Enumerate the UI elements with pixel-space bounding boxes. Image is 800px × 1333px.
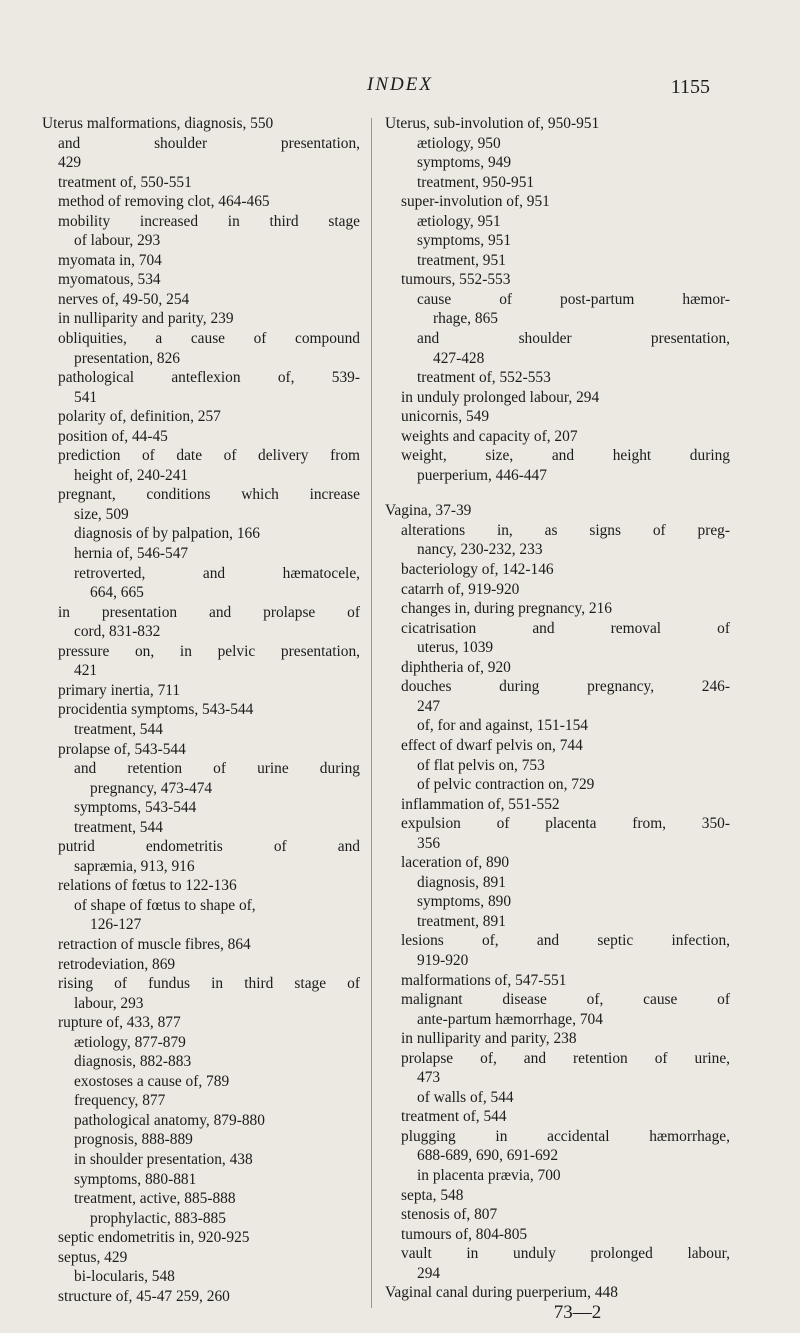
index-entry: pathological anteflexion of, 539- xyxy=(58,369,360,387)
index-entry: 429 xyxy=(58,154,82,172)
index-entry: of, for and against, 151-154 xyxy=(417,717,588,735)
index-entry: of labour, 293 xyxy=(74,232,161,250)
index-entry: treatment of, 552-553 xyxy=(417,369,551,387)
index-entry: position of, 44-45 xyxy=(58,427,168,445)
index-entry: and shoulder presentation, xyxy=(58,134,360,152)
index-entry: prolapse of, 543-544 xyxy=(58,740,186,758)
index-entry: malignant disease of, cause of xyxy=(401,991,730,1009)
index-entry: unicornis, 549 xyxy=(401,408,490,426)
index-entry: myomata in, 704 xyxy=(58,251,162,269)
index-entry: cicatrisation and removal of xyxy=(401,619,730,637)
index-entry: diphtheria of, 920 xyxy=(401,658,511,676)
page-header xyxy=(0,72,800,102)
index-entry: obliquities, a cause of compound xyxy=(58,330,360,348)
index-entry: relations of fœtus to 122-136 xyxy=(58,877,237,895)
index-entry: in nulliparity and parity, 238 xyxy=(401,1030,577,1048)
index-entry: retraction of muscle fibres, 864 xyxy=(58,935,251,953)
index-column-right xyxy=(385,114,730,1322)
index-entry: diagnosis, 891 xyxy=(417,873,506,891)
index-entry: cause of post-partum hæmor- xyxy=(417,290,730,308)
index-entry: mobility increased in third stage xyxy=(58,212,360,230)
index-entry: symptoms, 890 xyxy=(417,893,512,911)
index-heading: Uterus malformations, diagnosis, 550 xyxy=(42,115,274,132)
index-entry: diagnosis of by palpation, 166 xyxy=(74,525,260,543)
index-entry: prolapse of, and retention of urine, xyxy=(401,1049,730,1067)
index-entry: treatment, 544 xyxy=(74,720,163,738)
index-entry: treatment of, 550-551 xyxy=(58,173,192,191)
index-entry: rupture of, 433, 877 xyxy=(58,1014,181,1032)
index-heading: Uterus, sub-involution of, 950-951 xyxy=(385,115,600,132)
index-entry: symptoms, 880-881 xyxy=(74,1170,197,1188)
index-entry: effect of dwarf pelvis on, 744 xyxy=(401,736,583,754)
index-entry: putrid endometritis of and xyxy=(58,838,360,856)
index-entry: diagnosis, 882-883 xyxy=(74,1053,192,1071)
index-entry: puerperium, 446-447 xyxy=(417,466,547,484)
index-column-left xyxy=(42,114,360,1306)
index-entry: in placenta prævia, 700 xyxy=(417,1166,561,1184)
index-entry: rising of fundus in third stage of xyxy=(58,975,360,993)
index-entry: malformations of, 547-551 xyxy=(401,971,567,989)
index-entry: 294 xyxy=(417,1264,441,1282)
index-entry: method of removing clot, 464-465 xyxy=(58,193,270,211)
index-entry: 427-428 xyxy=(433,349,485,367)
index-entry: pregnant, conditions which increase xyxy=(58,486,360,504)
index-entry: polarity of, definition, 257 xyxy=(58,408,221,426)
index-entry: rhage, 865 xyxy=(433,310,498,328)
index-entry: in shoulder presentation, 438 xyxy=(74,1150,253,1168)
index-entry: and shoulder presentation, xyxy=(417,330,730,348)
index-entry: ætiology, 951 xyxy=(417,212,501,230)
index-entry: weights and capacity of, 207 xyxy=(401,427,578,445)
index-entry: 473 xyxy=(417,1069,441,1087)
index-entry: douches during pregnancy, 246- xyxy=(401,678,730,696)
index-entry: septa, 548 xyxy=(401,1186,464,1204)
index-entry: changes in, during pregnancy, 216 xyxy=(401,600,612,618)
index-entry: nerves of, 49-50, 254 xyxy=(58,290,190,308)
index-heading: Vaginal canal during puerperium, 448 xyxy=(385,1284,618,1302)
index-entry: plugging in accidental hæmorrhage, xyxy=(401,1127,730,1145)
index-entry: stenosis of, 807 xyxy=(401,1206,498,1224)
index-entry: 421 xyxy=(74,662,98,680)
index-entry: inflammation of, 551-552 xyxy=(401,795,560,813)
index-entry: 356 xyxy=(417,834,441,852)
index-entry: ætiology, 877-879 xyxy=(74,1033,186,1051)
index-entry: in unduly prolonged labour, 294 xyxy=(401,388,600,406)
index-entry: of walls of, 544 xyxy=(417,1088,514,1106)
index-entry: exostoses a cause of, 789 xyxy=(74,1072,230,1090)
index-entry: in nulliparity and parity, 239 xyxy=(58,310,234,328)
index-entry: ante-partum hæmorrhage, 704 xyxy=(417,1010,603,1028)
index-entry: treatment, 544 xyxy=(74,818,163,836)
index-entry: laceration of, 890 xyxy=(401,854,510,872)
index-entry: treatment, 951 xyxy=(417,251,506,269)
index-entry: 541 xyxy=(74,388,98,406)
index-entry: in presentation and prolapse of xyxy=(58,603,360,621)
index-entry: lesions of, and septic infection, xyxy=(401,932,730,950)
index-entry: height of, 240-241 xyxy=(74,466,189,484)
index-entry: pregnancy, 473-474 xyxy=(90,779,213,797)
index-entry: size, 509 xyxy=(74,505,129,523)
section-gap xyxy=(385,485,730,501)
index-entry: catarrh of, 919-920 xyxy=(401,580,520,598)
column-divider xyxy=(371,118,372,1308)
index-entry: tumours of, 804-805 xyxy=(401,1225,528,1243)
signature-mark: 73—2 xyxy=(553,1301,602,1323)
index-entry: 247 xyxy=(417,697,441,715)
running-title: INDEX xyxy=(367,74,433,95)
index-entry: nancy, 230-232, 233 xyxy=(417,541,543,559)
index-entry: symptoms, 543-544 xyxy=(74,799,197,817)
index-entry: septic endometritis in, 920-925 xyxy=(58,1229,250,1247)
index-entry: vault in unduly prolonged labour, xyxy=(401,1245,730,1263)
index-entry: retroverted, and hæmatocele, xyxy=(74,564,360,582)
index-entry: expulsion of placenta from, 350- xyxy=(401,815,730,833)
index-entry: ætiology, 950 xyxy=(417,134,501,152)
index-entry: presentation, 826 xyxy=(74,349,180,367)
index-entry: primary inertia, 711 xyxy=(58,681,181,699)
index-entry: bacteriology of, 142-146 xyxy=(401,561,554,579)
index-entry: myomatous, 534 xyxy=(58,271,161,289)
index-entry: symptoms, 951 xyxy=(417,232,512,250)
index-entry: 126-127 xyxy=(90,916,142,934)
index-entry: pathological anatomy, 879-880 xyxy=(74,1111,265,1129)
index-entry: septus, 429 xyxy=(58,1248,128,1266)
index-entry: 919-920 xyxy=(417,951,469,969)
index-entry: of flat pelvis on, 753 xyxy=(417,756,545,774)
index-entry: hernia of, 546-547 xyxy=(74,545,189,563)
index-entry: tumours, 552-553 xyxy=(401,271,511,289)
index-entry: frequency, 877 xyxy=(74,1092,166,1110)
index-entry: pressure on, in pelvic presentation, xyxy=(58,642,360,660)
index-entry: 688-689, 690, 691-692 xyxy=(417,1147,559,1165)
index-entry: bi-locularis, 548 xyxy=(74,1268,175,1286)
index-entry: procidentia symptoms, 543-544 xyxy=(58,701,254,719)
index-entry: treatment of, 544 xyxy=(401,1108,507,1126)
page-number: 1155 xyxy=(670,76,710,98)
index-entry: of pelvic contraction on, 729 xyxy=(417,776,595,794)
index-entry: and retention of urine during xyxy=(74,760,360,778)
index-entry: labour, 293 xyxy=(74,994,144,1012)
index-entry: prediction of date of delivery from xyxy=(58,447,360,465)
index-entry: treatment, active, 885-888 xyxy=(74,1190,236,1208)
index-entry: 664, 665 xyxy=(90,584,144,602)
index-heading: Vagina, 37-39 xyxy=(385,502,472,520)
index-entry: prophylactic, 883-885 xyxy=(90,1209,226,1227)
index-entry: of shape of fœtus to shape of, xyxy=(74,896,256,914)
index-entry: super-involution of, 951 xyxy=(401,193,550,211)
index-entry: structure of, 45-47 259, 260 xyxy=(58,1287,230,1305)
index-entry: cord, 831-832 xyxy=(74,623,161,641)
index-entry: alterations in, as signs of preg- xyxy=(401,521,730,539)
index-entry: symptoms, 949 xyxy=(417,154,512,172)
index-entry: treatment, 891 xyxy=(417,912,506,930)
index-entry: prognosis, 888-889 xyxy=(74,1131,193,1149)
index-entry: treatment, 950-951 xyxy=(417,173,535,191)
index-entry: uterus, 1039 xyxy=(417,639,494,657)
index-entry: retrodeviation, 869 xyxy=(58,955,176,973)
index-entry: weight, size, and height during xyxy=(401,447,730,465)
index-entry: sapræmia, 913, 916 xyxy=(74,857,195,875)
